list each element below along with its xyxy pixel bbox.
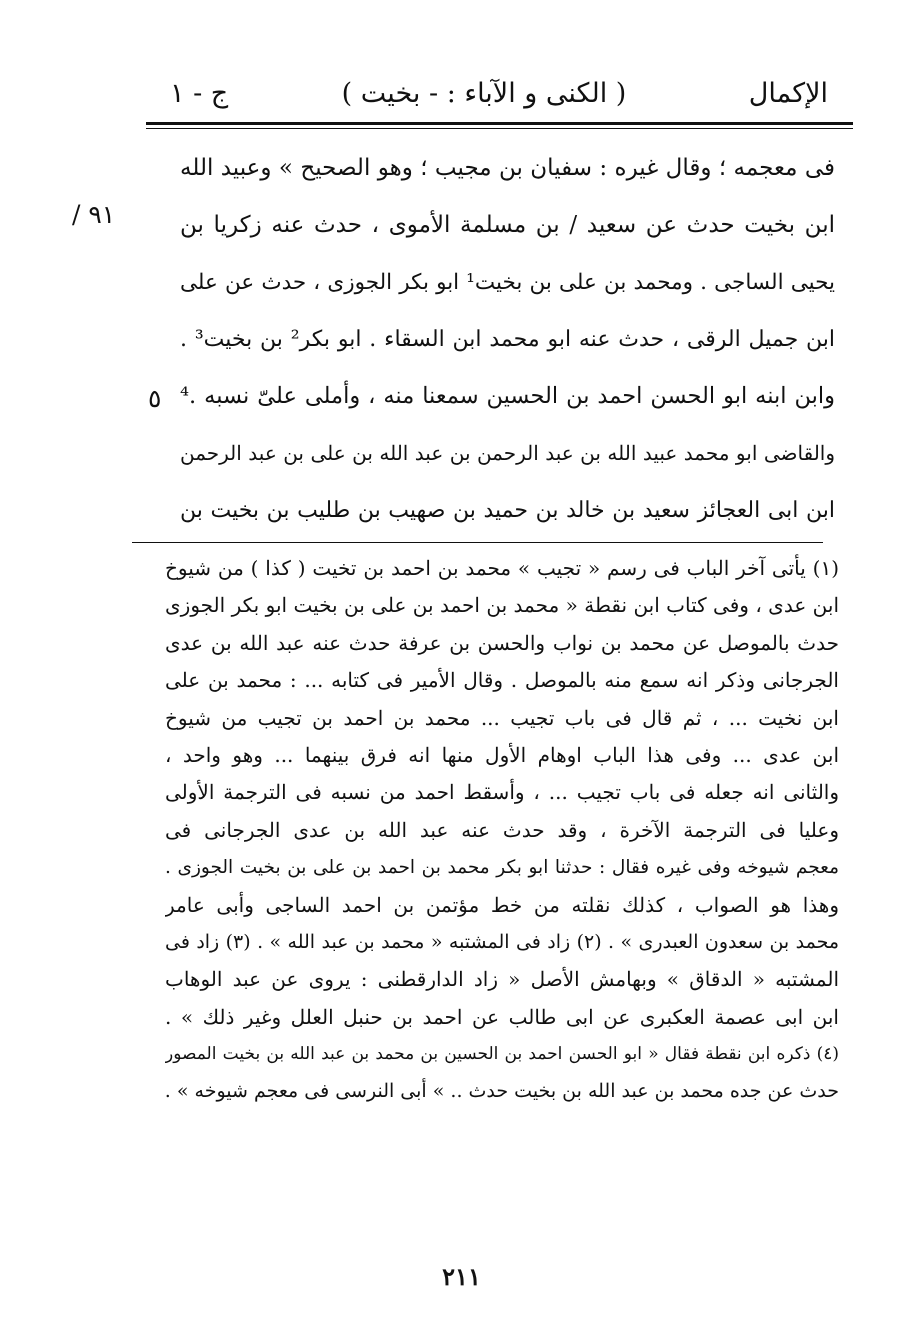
footnotes bbox=[165, 550, 839, 1111]
footnote-line: معجم شيوخه وفى غيره فقال : حدثنا ابو بكر محمد بن احمد بن على بن بخيت الجوزى . bbox=[165, 857, 839, 879]
book-title: الإكمال bbox=[748, 78, 828, 109]
footnote-line: والثانى انه جعله فى باب تجيب ... ، وأسقط احمد من نسبه فى الترجمة الأولى bbox=[165, 780, 839, 805]
section-title: ( الكنى و الآباء : - بخيت ) bbox=[341, 78, 627, 109]
line-number-marker: ٥ bbox=[148, 384, 162, 413]
header-rule-thick bbox=[146, 122, 853, 125]
folio-marker: / ٩١ bbox=[72, 200, 116, 229]
footnote-separator bbox=[132, 542, 823, 543]
footnote-line: حدث عن جده محمد بن عبد الله بن بخيت حدث .. » أبى النرسى فى معجم شيوخه » . bbox=[165, 1080, 839, 1103]
footnote-line: ابن ابى عصمة العكبرى عن ابى طالب عن احمد بن حنبل العلل وغير ذلك » . bbox=[165, 1004, 839, 1029]
footnote-line: ابن عدى ، وفى كتاب ابن نقطة « محمد بن احمد بن على بن بخيت ابو بكر الجوزى bbox=[165, 593, 839, 618]
volume-label: ج - ١ bbox=[170, 78, 229, 109]
footnote-line: (٤) ذكره ابن نقطة فقال « ابو الحسن احمد بن الحسين بن محمد بن عبد الله بن بخيت المصور bbox=[165, 1044, 839, 1065]
main-line: فى معجمه ؛ وقال غيره : سفيان بن مجيب ؛ وهو الصحيح » وعبيد الله bbox=[180, 155, 835, 181]
main-line: ابن جميل الرقى ، حدث عنه ابو محمد ابن السقاء . ابو بكر² بن بخيت³ . bbox=[180, 327, 835, 352]
main-line: ابن ابى العجائز سعيد بن خالد بن حميد بن صهيب بن طليب بن بخيت بن bbox=[180, 498, 835, 523]
footnote-line: ابن نخيت ... ، ثم قال فى باب تجيب ... محمد بن احمد بن تجيب من شيوخ bbox=[165, 705, 839, 730]
running-header bbox=[140, 78, 828, 118]
footnote-line: (١) يأتى آخر الباب فى رسم « تجيب » محمد بن احمد بن تخيت ( كذا ) من شيوخ bbox=[165, 556, 839, 580]
header-rule-thin bbox=[146, 128, 853, 129]
main-line: ابن بخيت حدث عن سعيد / بن مسلمة الأموى ، حدث عنه زكريا بن bbox=[180, 212, 835, 238]
main-text bbox=[180, 140, 835, 539]
footnote-line: حدث بالموصل عن محمد بن نواب والحسن بن عرفة حدث عنه عبد الله بن عدى bbox=[165, 630, 839, 655]
main-line: والقاضى ابو محمد عبيد الله بن عبد الرحمن بن عبد الله بن على بن عبد الرحمن bbox=[180, 441, 835, 465]
page-number: ٢١١ bbox=[442, 1262, 481, 1291]
main-line: يحيى الساجى . ومحمد بن على بن بخيت¹ ابو بكر الجوزى ، حدث عن على bbox=[180, 270, 835, 295]
footnote-line: ابن عدى ... وفى هذا الباب اوهام الأول منها انه فرق بينهما ... وهو واحد ، bbox=[165, 742, 839, 767]
footnote-line: الجرجانى وذكر انه سمع منه بالموصل . وقال الأمير فى كتابه ... : محمد بن على bbox=[165, 668, 839, 693]
footnote-line: وعليا فى الترجمة الآخرة ، وقد حدث عنه عبد الله بن عدى الجرجانى فى bbox=[165, 817, 839, 842]
footnote-line: وهذا هو الصواب ، كذلك نقلته من خط مؤتمن بن احمد الساجى وأبى عامر bbox=[165, 892, 839, 917]
footnote-line: محمد بن سعدون العبدرى » . (٢) زاد فى المشتبه « محمد بن عبد الله » . (٣) زاد فى bbox=[165, 930, 839, 953]
footnote-line: المشتبه « الدقاق » وبهامش الأصل « زاد الدارقطنى : يروى عن عبد الوهاب bbox=[165, 967, 839, 992]
main-line: وابن ابنه ابو الحسن احمد بن الحسين سمعنا منه ، وأملى علىّ نسبه .⁴ bbox=[180, 383, 835, 409]
